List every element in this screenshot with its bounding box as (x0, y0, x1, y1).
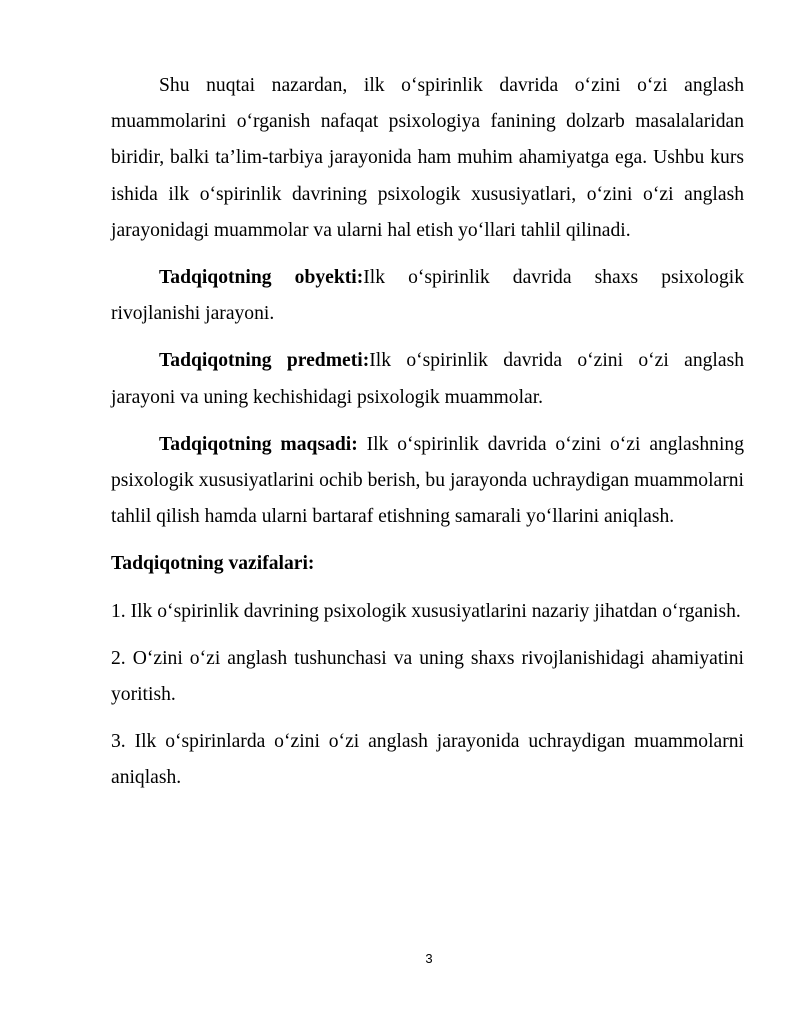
research-goal-paragraph (111, 427, 744, 536)
task-item: 3. Ilk o‘spirinlarda o‘zini o‘zi anglash jarayonida uchraydigan muammolarni aniqlash. (111, 731, 744, 789)
research-subject-label: Tadqiqotning predmeti: (159, 350, 370, 372)
task-item: 2. O‘zini o‘zi anglash tushunchasi va uning shaxs rivojlanishidagi ahamiyatini yoritish. (111, 647, 744, 706)
task-item: 1. Ilk o‘spirinlik davrining psixologik xususiyatlarini nazariy jihatdan o‘rganish. (111, 600, 741, 622)
page-number: 3 (425, 951, 433, 966)
intro-paragraph: Shu nuqtai nazardan, ilk o‘spirinlik davrida o‘zini o‘zi anglash muammolarini o‘rganish nafaqat psixologiya fanining dolzarb masalalaridan biridir, balki ta’lim-tarbiya jarayonida ham muhim ahamiyatga ega. Ushbu kurs ishida ilk o‘spirinlik davrining psixologik xususiyatlari, o‘zini o‘zi anglash jarayonidagi muammolar va ularni hal etish yo‘llari tahlil qilinadi. (111, 75, 744, 241)
research-object-paragraph (111, 260, 744, 332)
research-object-text: Ilk o‘spirinlik davrida shaxs psixologik rivojlanishi jarayoni. (111, 267, 744, 325)
research-tasks-heading: Tadqiqotning vazifalari: (111, 553, 315, 575)
document-page (111, 68, 744, 797)
research-goal-text: Ilk o‘spirinlik davrida o‘zini o‘zi anglashning psixologik xususiyatlarini ochib berish, bu jarayonda uchraydigan muammolarni tahlil qilish hamda ularni bartaraf etishning samarali yo‘llarini aniqlash. (111, 433, 745, 528)
research-goal-label: Tadqiqotning maqsadi: (159, 433, 358, 455)
research-subject-paragraph (111, 343, 744, 415)
research-subject-text: Ilk o‘spirinlik davrida o‘zini o‘zi anglash jarayoni va uning kechishidagi psixologik muammolar. (111, 350, 744, 408)
research-object-label: Tadqiqotning obyekti: (159, 267, 364, 289)
